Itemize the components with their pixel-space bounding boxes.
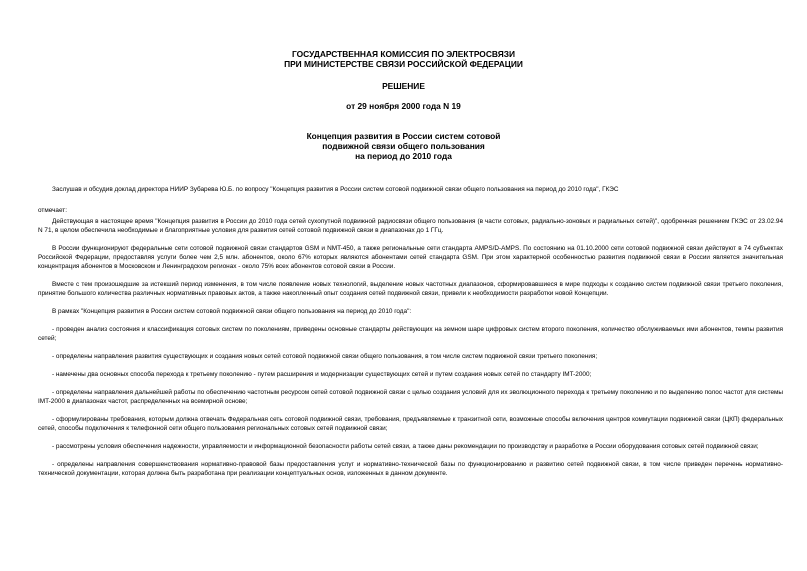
- list-item-7: - определены направления совершенствования нормативно-правовой базы предоставления услуг и нормативно-технической базы по функционированию и развитию сетей подвижной связи, в том числе приведен перечень нормативно-технической документации, которая должна быть разработана при реализации концептуальных основ, изложенных в данном документе.: [38, 461, 783, 477]
- org-name-line1: ГОСУДАРСТВЕННАЯ КОМИССИЯ ПО ЭЛЕКТРОСВЯЗИ: [292, 49, 515, 59]
- org-name-line2: ПРИ МИНИСТЕРСТВЕ СВЯЗИ РОССИЙСКОЙ ФЕДЕРАЦИИ: [284, 59, 523, 69]
- paragraph-4: В рамках "Концепция развития в России систем сотовой подвижной связи общего пользования на период до 2010 года":: [52, 308, 412, 315]
- notes-label: отмечает:: [38, 207, 68, 214]
- list-item-3: - намечены два основных способа перехода к третьему поколению - путем расширения и модернизации существующих сетей и путем создания новых сетей по стандарту IMT-2000;: [52, 371, 592, 378]
- list-item-6: - рассмотрены условия обеспечения надежности, управляемости и информационной безопасности работы сетей связи, а также даны рекомендации по производству и разработке в России оборудования сотовых сетей подвижной связи;: [52, 443, 759, 450]
- intro-paragraph: Заслушав и обсудив доклад директора НИИР Зубарева Ю.Б. по вопросу "Концепция развития в России систем сотовой подвижной связи общего пользования на период до 2010 года", ГКЭС: [52, 186, 619, 193]
- document-type: РЕШЕНИЕ: [382, 81, 425, 91]
- list-item-2: - определены направления развития существующих и создания новых сетей сотовой подвижной связи общего пользования, в том числе систем подвижной связи третьего поколения;: [52, 353, 598, 360]
- document-body: [38, 185, 783, 487]
- document-title-line1: Концепция развития в России систем сотовой: [306, 131, 501, 141]
- list-item-4: - определены направления дальнейшей работы по обеспечению частотным ресурсом сетей сотовой подвижной связи с целью создания условий для их эволюционного перехода к третьему поколению и по выделению полос частот для системы IMT-2000 в диапазонах частот, распределенных на всемирной основе;: [38, 389, 783, 405]
- paragraph-2: В России функционируют федеральные сети сотовой подвижной связи стандартов GSM и NMT-450, а также региональные сети стандарта AMPS/D-AMPS. По состоянию на 01.10.2000 сети сотовой подвижной связи действуют в 74 субъектах Российской Федерации, предоставляя услуги более чем 2,5 млн. абонентов, около 67% которых являются абонентами сетей стандарта GSM. При этом характерной особенностью развития подвижной связи в России является значительная концентрация абонентов в Московском и Ленинградском регионах - около 75% всех абонентов сотовой связи в России.: [38, 245, 783, 270]
- paragraph-3: Вместе с тем произошедшие за истекший период изменения, в том числе появление новых технологий, выделение новых частотных диапазонов, сформировавшиеся в мире подходы к созданию систем подвижной связи третьего поколения, принятие большого количества различных нормативных правовых актов, а также накопленный опыт создания сетей подвижной связи, привели к необходимости разработки новой Концепции.: [38, 281, 783, 297]
- list-item-5: - сформулированы требования, которым должна отвечать Федеральная сеть сотовой подвижной связи, требования, предъявляемые к транзитной сети, возможные способы включения центров коммутации подвижной связи (ЦКП) федеральных сетей, способы подключения к телефонной сети общего пользования региональных сотовых сетей подвижной связи;: [38, 416, 783, 432]
- list-item-1: - проведен анализ состояния и классификация сотовых систем по поколениям, приведены основные стандарты действующих на земном шаре цифровых систем второго поколения, количество обслуживаемых ими абонентов, темпы развития сетей;: [38, 326, 783, 342]
- paragraph-1: Действующая в настоящее время "Концепция развития в России до 2010 года сетей сухопутной подвижной радиосвязи общего пользования (в части сотовых, радиально-зоновых и радиальных сетей)", одобренная решением ГКЭС от 23.02.94 N 71, в целом обеспечила необходимые и благоприятные условия для развития сетей сотовой подвижной связи в диапазонах до 1 ГГц.: [38, 218, 783, 234]
- document-title-line2: подвижной связи общего пользования: [322, 141, 485, 151]
- document-title-line3: на период до 2010 года: [355, 151, 452, 161]
- document-date-number: от 29 ноября 2000 года N 19: [346, 101, 461, 111]
